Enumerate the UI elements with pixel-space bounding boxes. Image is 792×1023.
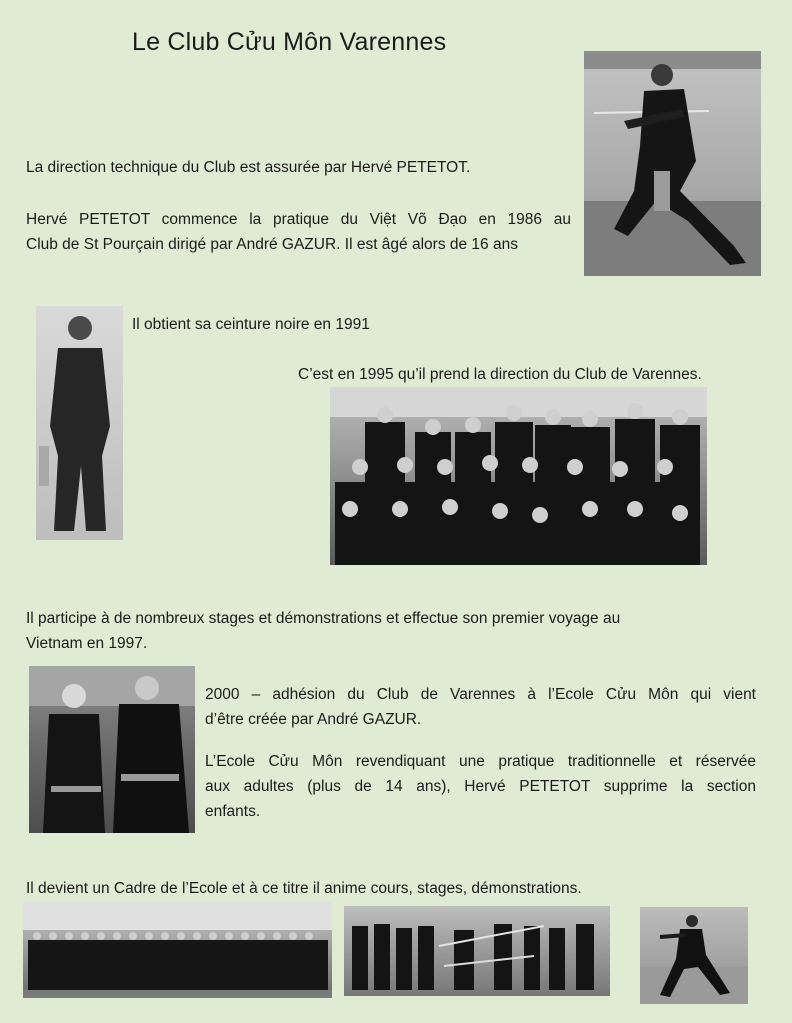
photo-staff-demo <box>344 906 610 996</box>
large-group-figures <box>23 902 332 998</box>
photo-two-instructors <box>29 666 195 833</box>
paragraph-cadre: Il devient un Cadre de l’Ecole et à ce titre il anime cours, stages, démonstrations. <box>26 880 582 897</box>
paragraph-debut-line2: Club de St Pourçain dirigé par André GAZUR. Il est âgé alors de 16 ans <box>26 236 518 253</box>
paragraph-adhesion <box>205 682 756 732</box>
photo-newspaper-portrait <box>36 306 123 540</box>
staff-demo-figures <box>344 906 610 996</box>
paragraph-ecole-line2: aux adultes (plus de 14 ans), Hervé PETETOT supprime la section <box>205 778 756 795</box>
paragraph-debut <box>26 207 571 257</box>
paragraph-stages-line2: Vietnam en 1997. <box>26 635 148 652</box>
sword-stance-figure <box>584 51 761 276</box>
newspaper-portrait-figure <box>36 306 123 540</box>
photo-gym-stance <box>640 907 748 1004</box>
paragraph-ecole-line3: enfants. <box>205 803 261 820</box>
page-title: Le Club Cửu Môn Varennes <box>132 28 447 56</box>
photo-sword-stance <box>584 51 761 276</box>
club-group-figures <box>330 387 707 565</box>
photo-large-group <box>23 902 332 998</box>
paragraph-debut-line1: Hervé PETETOT commence la pratique du Việt Võ Đạo en 1986 au <box>26 211 571 228</box>
two-instructors-figures <box>29 666 195 833</box>
paragraph-adhesion-line2: d’être créée par André GAZUR. <box>205 711 422 728</box>
paragraph-stages-line1: Il participe à de nombreux stages et démonstrations et effectue son premier voyage au <box>26 610 621 627</box>
paragraph-ecole <box>205 749 756 824</box>
paragraph-ecole-line1: L’Ecole Cửu Môn revendiquant une pratique traditionnelle et réservée <box>205 753 756 770</box>
paragraph-stages <box>26 606 706 656</box>
paragraph-ceinture: Il obtient sa ceinture noire en 1991 <box>132 316 370 333</box>
paragraph-direction-varennes: C’est en 1995 qu’il prend la direction du Club de Varennes. <box>298 366 702 383</box>
paragraph-adhesion-line1: 2000 – adhésion du Club de Varennes à l’Ecole Cửu Môn qui vient <box>205 686 756 703</box>
photo-club-group-1995 <box>330 387 707 565</box>
gym-stance-figure <box>640 907 748 1004</box>
paragraph-direction: La direction technique du Club est assurée par Hervé PETETOT. <box>26 159 471 176</box>
